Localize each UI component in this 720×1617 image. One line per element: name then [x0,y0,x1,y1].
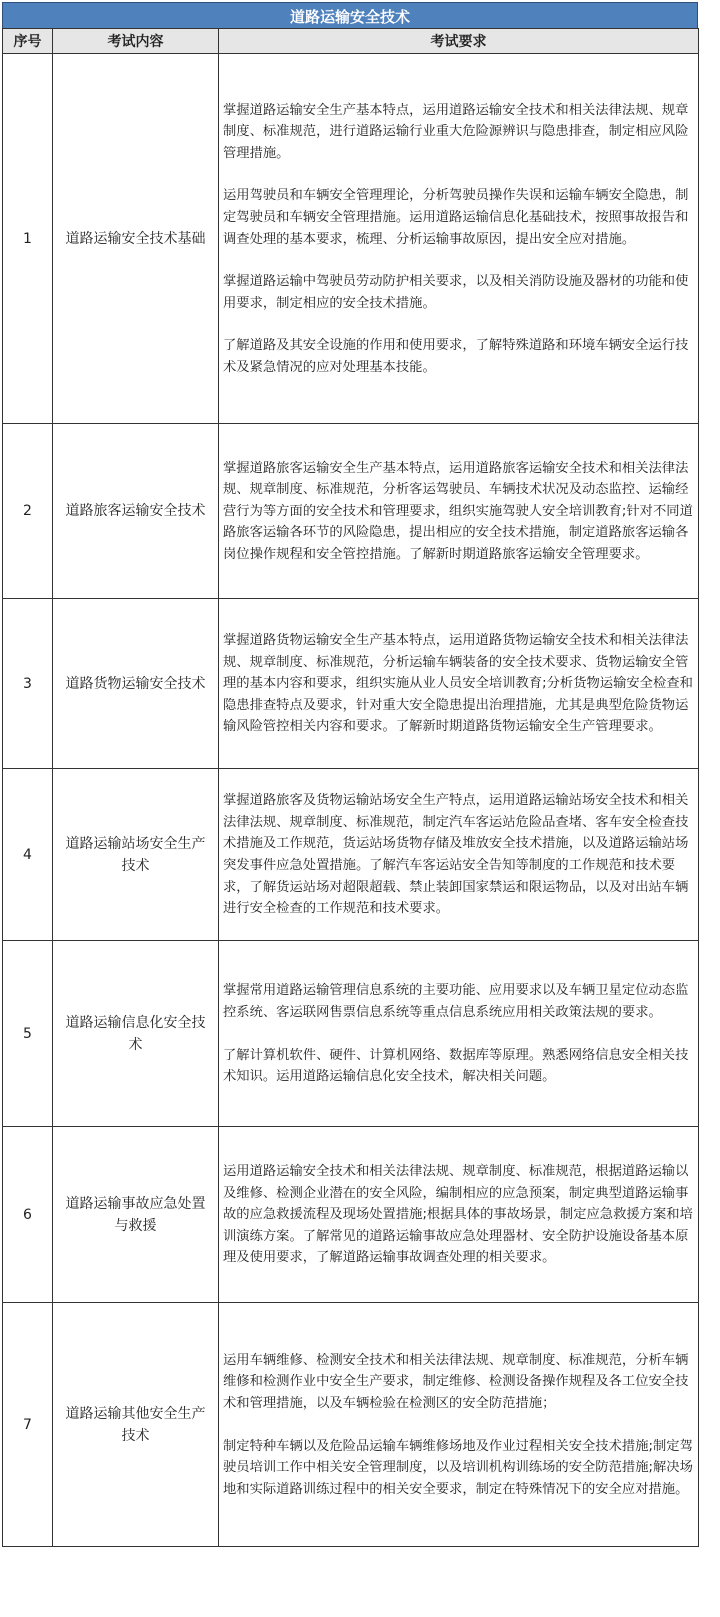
requirement-paragraph: 运用车辆维修、检测安全技术和相关法律法规、规章制度、标准规范，分析车辆维修和检测作业中安全生产要求，制定维修、检测设备操作规程及各工位安全技术和管理措施，以及车辆检验在检测区的安全防范措施； [223,1352,689,1411]
exam-content: 道路运输事故应急处置与救援 [53,1127,219,1303]
table-row [3,599,699,769]
requirement-paragraph: 掌握道路旅客及货物运输站场安全生产特点，运用道路运输站场安全技术和相关法律法规、规章制度、标准规范，制定汽车客运站危险品查堵、客车安全检查技术措施及工作规范，货运站场货物存储及堆放安全技术措施，以及道路运输站场突发事件应急处置措施。了解汽车客运站安全告知等制度的工作规范和技术要求，了解货运站场对超限超载、禁止装卸国家禁运和限运物品，以及对出站车辆进行安全检查的工作规范和技术要求。 [223,793,689,917]
exam-content: 道路运输站场安全生产技术 [53,769,219,941]
exam-content: 道路货物运输安全技术 [53,599,219,769]
table-header-row [3,29,699,54]
requirement-paragraph: 掌握道路旅客运输安全生产基本特点，运用道路旅客运输安全技术和相关法律法规、规章制度、标准规范，分析客运驾驶员、车辆技术状况及动态监控、运输经营行为等方面的安全技术和管理要求，组织实施驾驶人安全培训教育;针对不同道路旅客运输各环节的风险隐患，提出相应的安全技术措施，制定道路旅客运输各岗位操作规程和安全管控措施。了解新时期道路旅客运输安全管理要求。 [223,460,693,562]
exam-requirements [219,599,699,769]
sheet-title: 道路运输安全技术 [2,2,698,30]
row-number: 2 [3,424,53,599]
table-row [3,1127,699,1303]
row-number: 7 [3,1303,53,1547]
exam-requirements [219,769,699,941]
requirement-paragraph: 了解计算机软件、硬件、计算机网络、数据库等原理。熟悉网络信息安全相关技术知识。运用道路运输信息化安全技术，解决相关问题。 [223,1047,689,1085]
exam-requirements [219,1127,699,1303]
row-number: 1 [3,54,53,424]
header-requirements: 考试要求 [219,29,699,54]
table-row [3,424,699,599]
table-row [3,54,699,424]
exam-content: 道路运输信息化安全技术 [53,941,219,1127]
table-row [3,1303,699,1547]
table-row [3,941,699,1127]
row-number: 4 [3,769,53,941]
requirement-paragraph: 了解道路及其安全设施的作用和使用要求，了解特殊道路和环境车辆安全运行技术及紧急情况的应对处理基本技能。 [223,338,689,375]
header-num: 序号 [3,29,53,54]
requirement-paragraph: 制定特种车辆以及危险品运输车辆维修场地及作业过程相关安全技术措施;制定驾驶员培训工作中相关安全管理制度，以及培训机构训练场的安全防范措施;解决场地和实际道路训练过程中的相关安全要求，制定在特殊情况下的安全应对措施。 [223,1438,693,1497]
exam-content: 道路旅客运输安全技术 [53,424,219,599]
row-number: 6 [3,1127,53,1303]
requirement-paragraph: 掌握道路运输中驾驶员劳动防护相关要求，以及相关消防设施及器材的功能和使用要求，制定相应的安全技术措施。 [223,274,689,311]
header-content: 考试内容 [53,29,219,54]
row-number: 3 [3,599,53,769]
requirement-paragraph: 运用驾驶员和车辆安全管理理论，分析驾驶员操作失误和运输车辆安全隐患，制定驾驶员和车辆安全管理措施。运用道路运输信息化基础技术，按照事故报告和调查处理的基本要求，梳理、分析运输事故原因，提出安全应对措施。 [223,188,689,247]
row-number: 5 [3,941,53,1127]
exam-requirements [219,54,699,424]
requirement-paragraph: 掌握道路货物运输安全生产基本特点，运用道路货物运输安全技术和相关法律法规、规章制度、标准规范，分析运输车辆装备的安全技术要求、货物运输安全管理的基本内容和要求，组织实施从业人员安全培训教育;分析货物运输安全检查和隐患排查特点及要求，针对重大安全隐患提出治理措施，尤其是典型危险货物运输风险管控相关内容和要求。了解新时期道路货物运输安全生产管理要求。 [223,633,693,735]
exam-content: 道路运输其他安全生产技术 [53,1303,219,1547]
exam-requirements [219,1303,699,1547]
requirements-table [2,28,699,1547]
requirement-paragraph: 运用道路运输安全技术和相关法律法规、规章制度、标准规范，根据道路运输以及维修、检测企业潜在的安全风险，编制相应的应急预案，制定典型道路运输事故的应急救援流程及现场处置措施;根据具体的事故场景，制定应急救援方案和培训演练方案。了解常见的道路运输事故应急处理器材、安全防护设施设备基本原理及使用要求，了解道路运输事故调查处理的相关要求。 [223,1164,693,1266]
requirement-paragraph: 掌握常用道路运输管理信息系统的主要功能、应用要求以及车辆卫星定位动态监控系统、客运联网售票信息系统等重点信息系统应用相关政策法规的要求。 [223,983,689,1020]
table-row [3,769,699,941]
exam-content: 道路运输安全技术基础 [53,54,219,424]
exam-requirements [219,424,699,599]
requirement-paragraph: 掌握道路运输安全生产基本特点，运用道路运输安全技术和相关法律法规、规章制度、标准规范，进行道路运输行业重大危险源辨识与隐患排查，制定相应风险管理措施。 [223,102,689,161]
exam-requirements [219,941,699,1127]
